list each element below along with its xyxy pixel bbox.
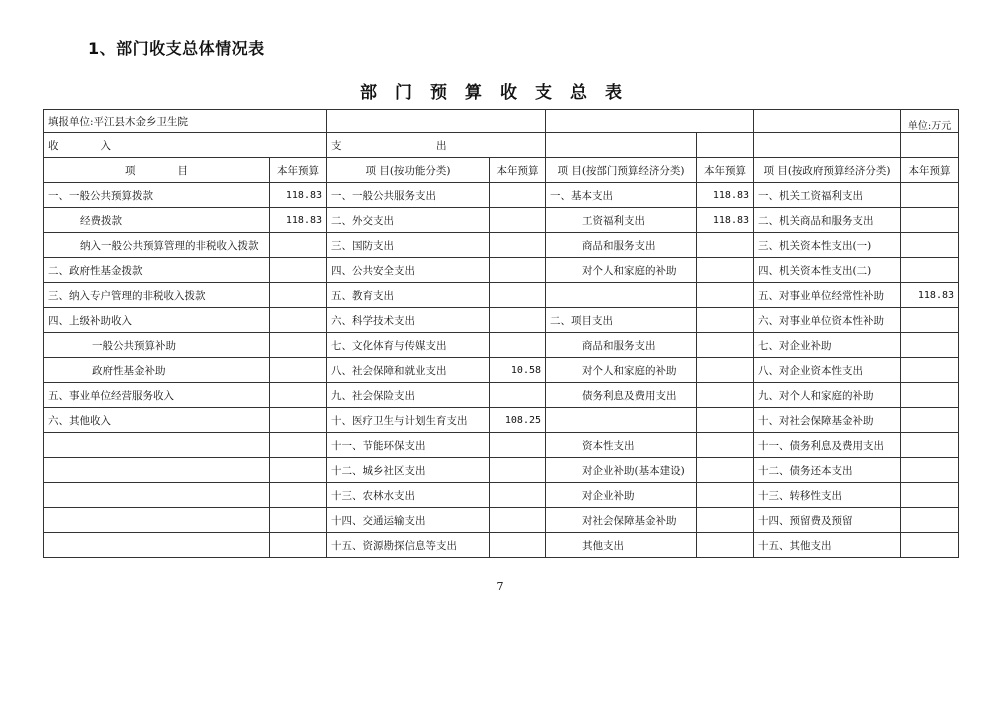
func-budget	[490, 333, 546, 358]
gov-item: 十、对社会保障基金补助	[754, 408, 901, 433]
income-budget	[270, 358, 327, 383]
blank-cell	[901, 133, 959, 158]
gov-item: 四、机关资本性支出(二)	[754, 258, 901, 283]
func-budget	[490, 508, 546, 533]
func-item: 九、社会保险支出	[327, 383, 490, 408]
dept-item: 资本性支出	[546, 433, 697, 458]
table-row	[44, 208, 959, 233]
gov-item: 九、对个人和家庭的补助	[754, 383, 901, 408]
func-item: 八、社会保障和就业支出	[327, 358, 490, 383]
page-number: 7	[496, 580, 504, 593]
gov-item: 七、对企业补助	[754, 333, 901, 358]
header-dept: 项 目(按部门预算经济分类)	[546, 158, 697, 183]
dept-budget	[697, 433, 754, 458]
table-row	[44, 508, 959, 533]
func-item: 六、科学技术支出	[327, 308, 490, 333]
dept-item: 对企业补助(基本建设)	[546, 458, 697, 483]
gov-item: 十二、债务还本支出	[754, 458, 901, 483]
dept-budget: 118.83	[697, 183, 754, 208]
gov-budget	[901, 408, 959, 433]
table-row	[44, 533, 959, 558]
income-budget	[270, 383, 327, 408]
income-budget	[270, 433, 327, 458]
gov-budget	[901, 508, 959, 533]
header-row	[44, 158, 959, 183]
func-budget	[490, 433, 546, 458]
income-item	[44, 508, 270, 533]
income-item: 五、事业单位经营服务收入	[44, 383, 270, 408]
income-item: 经费拨款	[44, 208, 270, 233]
dept-item	[546, 408, 697, 433]
table-row	[44, 183, 959, 208]
filler-unit: 填报单位:平江县木金乡卫生院	[44, 110, 327, 133]
func-budget	[490, 533, 546, 558]
gov-item: 三、机关资本性支出(一)	[754, 233, 901, 258]
gov-budget	[901, 333, 959, 358]
dept-budget	[697, 408, 754, 433]
header-budget: 本年预算	[270, 158, 327, 183]
dept-item: 对社会保障基金补助	[546, 508, 697, 533]
header-func: 项 目(按功能分类)	[327, 158, 490, 183]
dept-item	[546, 283, 697, 308]
income-item	[44, 533, 270, 558]
income-budget	[270, 408, 327, 433]
gov-budget	[901, 208, 959, 233]
dept-item: 对企业补助	[546, 483, 697, 508]
dept-budget	[697, 283, 754, 308]
income-budget	[270, 333, 327, 358]
table-row	[44, 233, 959, 258]
budget-table	[43, 109, 959, 558]
table-row	[44, 408, 959, 433]
func-budget	[490, 183, 546, 208]
dept-item: 其他支出	[546, 533, 697, 558]
func-budget	[490, 258, 546, 283]
dept-item: 二、项目支出	[546, 308, 697, 333]
income-section-label: 收 入	[44, 133, 327, 158]
table-row	[44, 483, 959, 508]
table-row	[44, 308, 959, 333]
func-budget: 10.58	[490, 358, 546, 383]
header-budget: 本年预算	[901, 158, 959, 183]
blank-cell	[754, 110, 901, 133]
income-budget: 118.83	[270, 183, 327, 208]
func-item: 三、国防支出	[327, 233, 490, 258]
func-item: 十、医疗卫生与计划生育支出	[327, 408, 490, 433]
func-item: 十三、农林水支出	[327, 483, 490, 508]
section-row	[44, 133, 959, 158]
func-budget	[490, 308, 546, 333]
income-budget	[270, 283, 327, 308]
gov-budget: 118.83	[901, 283, 959, 308]
dept-item: 商品和服务支出	[546, 333, 697, 358]
header-budget: 本年预算	[697, 158, 754, 183]
table-title: 部门预算收支总表	[360, 83, 640, 103]
gov-budget	[901, 358, 959, 383]
dept-item: 债务利息及费用支出	[546, 383, 697, 408]
expense-section-label: 支 出	[327, 133, 546, 158]
gov-budget	[901, 433, 959, 458]
gov-item: 十五、其他支出	[754, 533, 901, 558]
gov-budget	[901, 458, 959, 483]
dept-budget	[697, 458, 754, 483]
gov-budget	[901, 533, 959, 558]
func-budget	[490, 233, 546, 258]
income-item: 一般公共预算补助	[44, 333, 270, 358]
table-row	[44, 383, 959, 408]
gov-budget	[901, 183, 959, 208]
income-budget	[270, 458, 327, 483]
dept-item: 商品和服务支出	[546, 233, 697, 258]
func-item: 七、文化体育与传媒支出	[327, 333, 490, 358]
dept-budget	[697, 308, 754, 333]
func-item: 五、教育支出	[327, 283, 490, 308]
dept-budget	[697, 333, 754, 358]
dept-item: 对个人和家庭的补助	[546, 258, 697, 283]
func-budget	[490, 208, 546, 233]
func-item: 一、一般公共服务支出	[327, 183, 490, 208]
income-budget: 118.83	[270, 208, 327, 233]
dept-item: 对个人和家庭的补助	[546, 358, 697, 383]
table-row	[44, 433, 959, 458]
blank-cell	[546, 110, 754, 133]
header-item: 项 目	[44, 158, 270, 183]
income-item: 二、政府性基金拨款	[44, 258, 270, 283]
dept-budget	[697, 533, 754, 558]
income-budget	[270, 258, 327, 283]
dept-item: 工资福利支出	[546, 208, 697, 233]
dept-budget	[697, 508, 754, 533]
income-item: 政府性基金补助	[44, 358, 270, 383]
header-budget: 本年预算	[490, 158, 546, 183]
income-item: 四、上级补助收入	[44, 308, 270, 333]
gov-budget	[901, 308, 959, 333]
income-item: 一、一般公共预算拨款	[44, 183, 270, 208]
func-item: 二、外交支出	[327, 208, 490, 233]
gov-item: 八、对企业资本性支出	[754, 358, 901, 383]
table-row	[44, 333, 959, 358]
income-budget	[270, 533, 327, 558]
income-budget	[270, 233, 327, 258]
table-row	[44, 358, 959, 383]
func-budget	[490, 483, 546, 508]
gov-item: 十四、预留费及预留	[754, 508, 901, 533]
dept-budget	[697, 358, 754, 383]
func-item: 十五、资源勘探信息等支出	[327, 533, 490, 558]
gov-item: 十一、债务利息及费用支出	[754, 433, 901, 458]
gov-item: 五、对事业单位经常性补助	[754, 283, 901, 308]
income-budget	[270, 308, 327, 333]
func-budget	[490, 283, 546, 308]
gov-item: 一、机关工资福利支出	[754, 183, 901, 208]
func-budget: 108.25	[490, 408, 546, 433]
blank-cell	[546, 133, 697, 158]
unit-label: 单位:万元	[901, 110, 959, 133]
income-budget	[270, 508, 327, 533]
blank-cell	[754, 133, 901, 158]
gov-item: 二、机关商品和服务支出	[754, 208, 901, 233]
dept-budget	[697, 258, 754, 283]
section-heading: 1、部门收支总体情况表	[88, 39, 265, 58]
income-item	[44, 433, 270, 458]
func-item: 十一、节能环保支出	[327, 433, 490, 458]
table-row	[44, 283, 959, 308]
blank-cell	[327, 110, 546, 133]
header-gov: 项 目(按政府预算经济分类)	[754, 158, 901, 183]
income-item: 六、其他收入	[44, 408, 270, 433]
gov-budget	[901, 483, 959, 508]
blank-cell	[697, 133, 754, 158]
gov-budget	[901, 258, 959, 283]
gov-budget	[901, 383, 959, 408]
func-item: 四、公共安全支出	[327, 258, 490, 283]
table-row	[44, 458, 959, 483]
gov-item: 十三、转移性支出	[754, 483, 901, 508]
func-budget	[490, 458, 546, 483]
income-item: 三、纳入专户管理的非税收入拨款	[44, 283, 270, 308]
table-row	[44, 258, 959, 283]
income-budget	[270, 483, 327, 508]
dept-budget	[697, 383, 754, 408]
income-item	[44, 483, 270, 508]
dept-budget: 118.83	[697, 208, 754, 233]
income-item: 纳入一般公共预算管理的非税收入拨款	[44, 233, 270, 258]
filler-row	[44, 110, 959, 133]
dept-budget	[697, 483, 754, 508]
func-item: 十四、交通运输支出	[327, 508, 490, 533]
dept-budget	[697, 233, 754, 258]
dept-item: 一、基本支出	[546, 183, 697, 208]
gov-item: 六、对事业单位资本性补助	[754, 308, 901, 333]
func-item: 十二、城乡社区支出	[327, 458, 490, 483]
func-budget	[490, 383, 546, 408]
gov-budget	[901, 233, 959, 258]
income-item	[44, 458, 270, 483]
